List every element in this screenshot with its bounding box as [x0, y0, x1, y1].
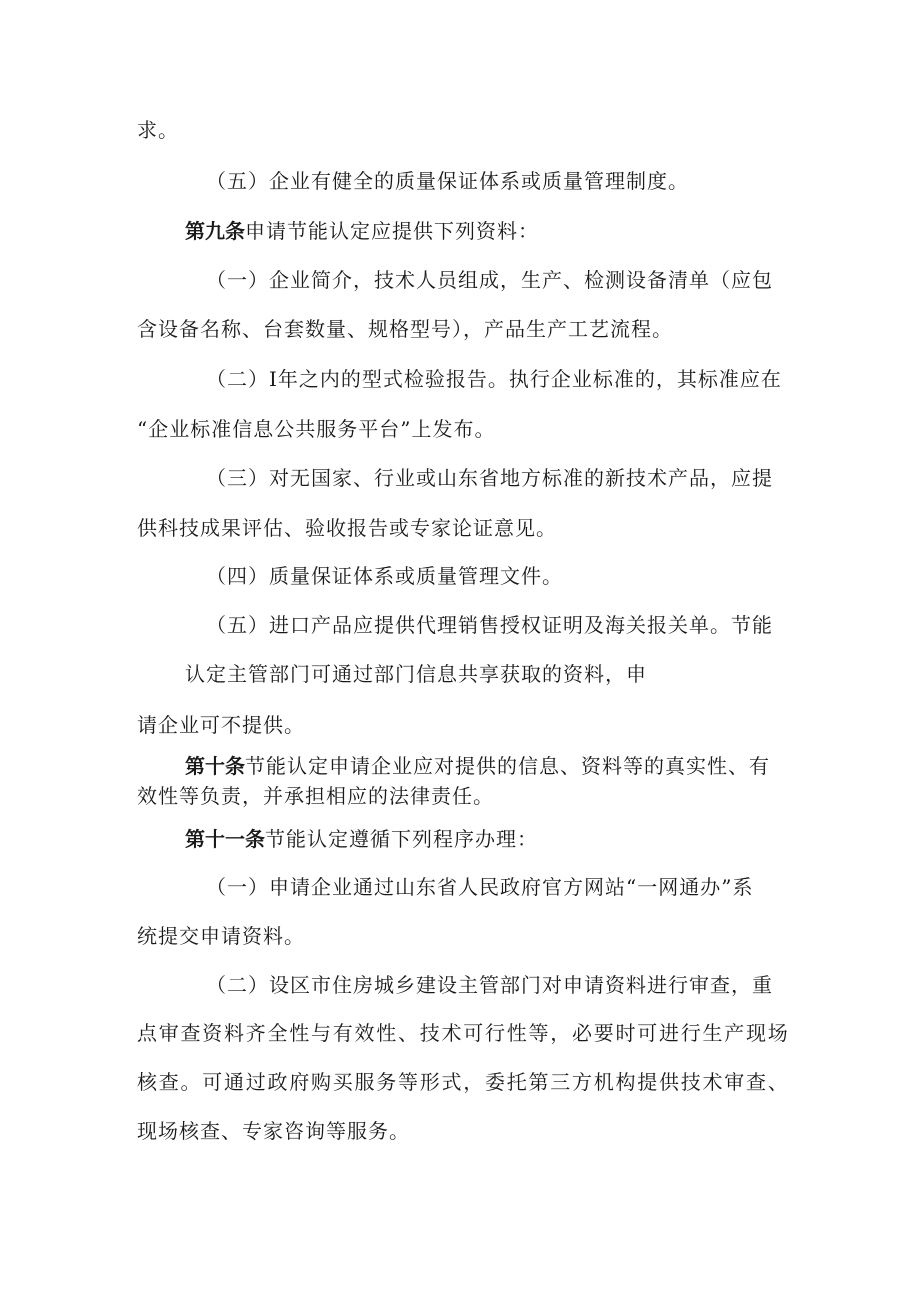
article-number: 第十一条 [185, 827, 265, 851]
text-line: （一）申请企业通过山东省人民政府官方网站“一网通办”系 [206, 875, 754, 899]
text-line: 现场核查、专家咨询等服务。 [137, 1119, 410, 1143]
text-line: 含设备名称、台套数量、规格型号），产品生产工艺流程。 [137, 317, 673, 341]
article-number: 第十条 [185, 754, 245, 778]
text-line: 效性等负责，并承担相应的法律责任。 [137, 784, 494, 808]
text-line-justified: 点 审 查 资 料 齐 全 性 与 有 效 性 、 技 术 可 行 性 等 ， 必 要 时 可 进 行 生 产 现 场 [137, 1021, 788, 1045]
text-line: 统提交申请资料。 [137, 924, 305, 948]
text-line: （四）质量保证体系或质量管理文件。 [206, 564, 563, 588]
text-line: （三）对无国家、行业或山东省地方标准的新技术产品，应提 [206, 466, 773, 490]
text-line: （一）企业简介，技术人员组成，生产、检测设备清单（应包 [206, 268, 773, 292]
text-line: （二）Ⅰ年之内的型式检验报告。执行企业标准的，其标准应在 [206, 367, 782, 391]
text-line: 节能认定申请企业应对提供的信息、资料等的真实性、有 [245, 754, 770, 778]
text-line: 节能认定遵循下列程序办理： [265, 827, 538, 851]
text-line: （五）进口产品应提供代理销售授权证明及海关报关单。节能 [206, 613, 773, 637]
text-line: 申请节能认定应提供下列资料： [245, 219, 539, 243]
article-10-line [185, 753, 770, 779]
article-number: 第九条 [185, 219, 245, 243]
text-line: 求。 [137, 118, 179, 142]
text-line: （五）企业有健全的质量保证体系或质量管理制度。 [206, 169, 689, 193]
text-line: （二）设区市住房城乡建设主管部门对申请资料进行审查，重 [206, 973, 773, 997]
text-line: 认定主管部门可通过部门信息共享获取的资料，申 [185, 662, 647, 686]
text-line-justified: 核 查 。 可 通 过 政 府 购 买 服 务 等 形 式 ， 委 托 第 三 方 机 构 提 供 技 术 审 查 、 [137, 1070, 788, 1094]
article-9-line [185, 218, 539, 244]
article-11-line [185, 826, 538, 852]
text-line: 供科技成果评估、验收报告或专家论证意见。 [137, 516, 557, 540]
text-line: “企业标准信息公共服务平台”上发布。 [137, 417, 496, 441]
text-line: 请企业可不提供。 [137, 713, 305, 737]
